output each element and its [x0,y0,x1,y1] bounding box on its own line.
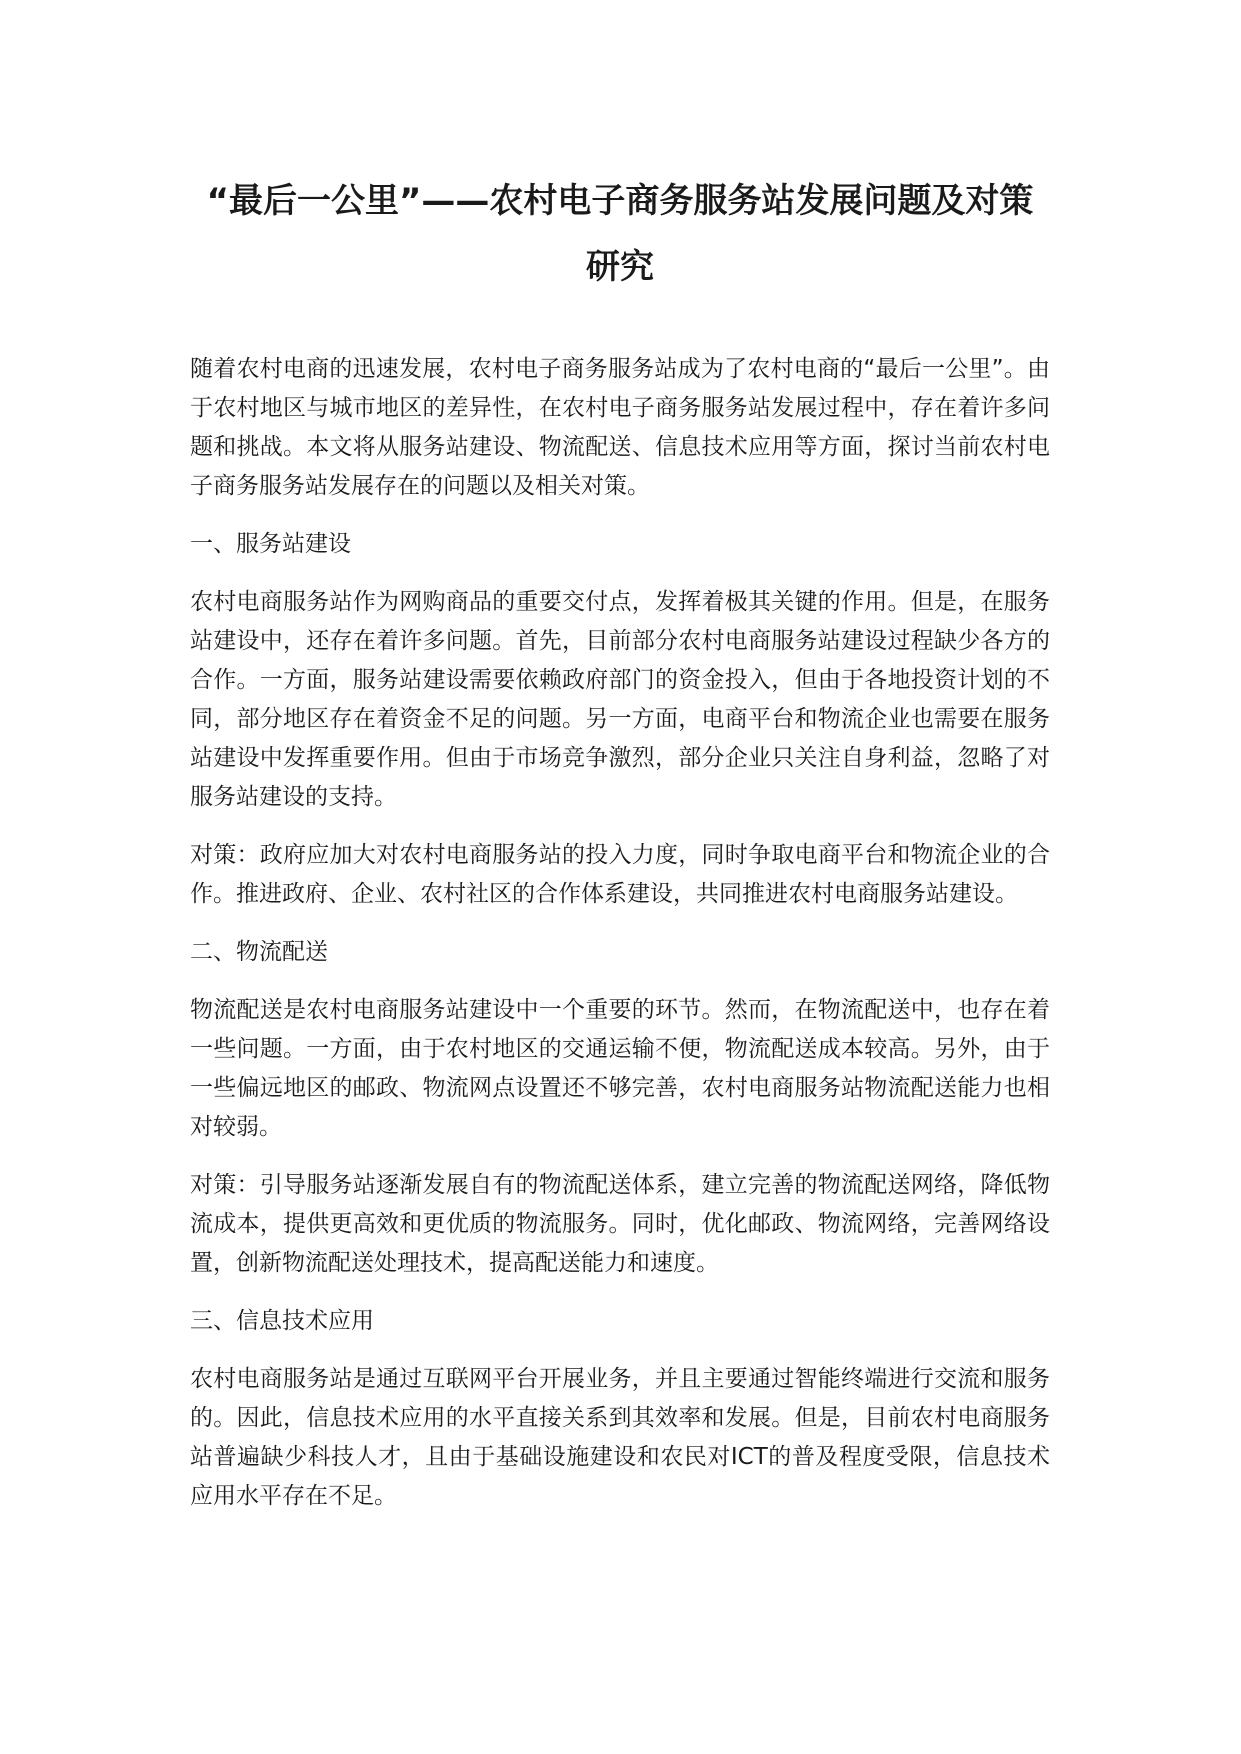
paragraph-station-countermeasure: 对策：政府应加大对农村电商服务站的投入力度，同时争取电商平台和物流企业的合作。推进政府、企业、农村社区的合作体系建设，共同推进农村电商服务站建设。 [190,842,1050,907]
paragraph-logistics: 物流配送是农村电商服务站建设中一个重要的环节。然而，在物流配送中，也存在着一些问题。一方面，由于农村地区的交通运输不便，物流配送成本较高。另外，由于一些偏远地区的邮政、物流网点设置还不够完善，农村电商服务站物流配送能力也相对较弱。 [190,997,1050,1140]
section-heading-logistics: 二、物流配送 [190,939,328,965]
section-heading-it-application: 三、信息技术应用 [190,1308,374,1334]
paragraph-logistics-countermeasure: 对策：引导服务站逐渐发展自有的物流配送体系，建立完善的物流配送网络，降低物流成本，提供更高效和更优质的物流服务。同时，优化邮政、物流网络，完善网络设置，创新物流配送处理技术，提高配送能力和速度。 [190,1172,1050,1276]
document-body [190,350,1050,1535]
paragraph-intro: 随着农村电商的迅速发展，农村电子商务服务站成为了农村电商的“最后一公里”。由于农村地区与城市地区的差异性，在农村电子商务服务站发展过程中，存在着许多问题和挑战。本文将从服务站建设、物流配送、信息技术应用等方面，探讨当前农村电子商务服务站发展存在的问题以及相关对策。 [190,356,1050,499]
document-title: “最后一公里”——农村电子商务服务站发展问题及对策研究 [206,181,1034,287]
paragraph-it-application: 农村电商服务站是通过互联网平台开展业务，并且主要通过智能终端进行交流和服务的。因此，信息技术应用的水平直接关系到其效率和发展。但是，目前农村电商服务站普遍缺少科技人才，且由于基础设施建设和农民对ICT的普及程度受限，信息技术应用水平存在不足。 [190,1366,1050,1509]
section-heading-station-construction: 一、服务站建设 [190,531,351,557]
paragraph-station-construction: 农村电商服务站作为网购商品的重要交付点，发挥着极其关键的作用。但是，在服务站建设中，还存在着许多问题。首先，目前部分农村电商服务站建设过程缺少各方的合作。一方面，服务站建设需要依赖政府部门的资金投入，但由于各地投资计划的不同，部分地区存在着资金不足的问题。另一方面，电商平台和物流企业也需要在服务站建设中发挥重要作用。但由于市场竞争激烈，部分企业只关注自身利益，忽略了对服务站建设的支持。 [190,589,1050,810]
